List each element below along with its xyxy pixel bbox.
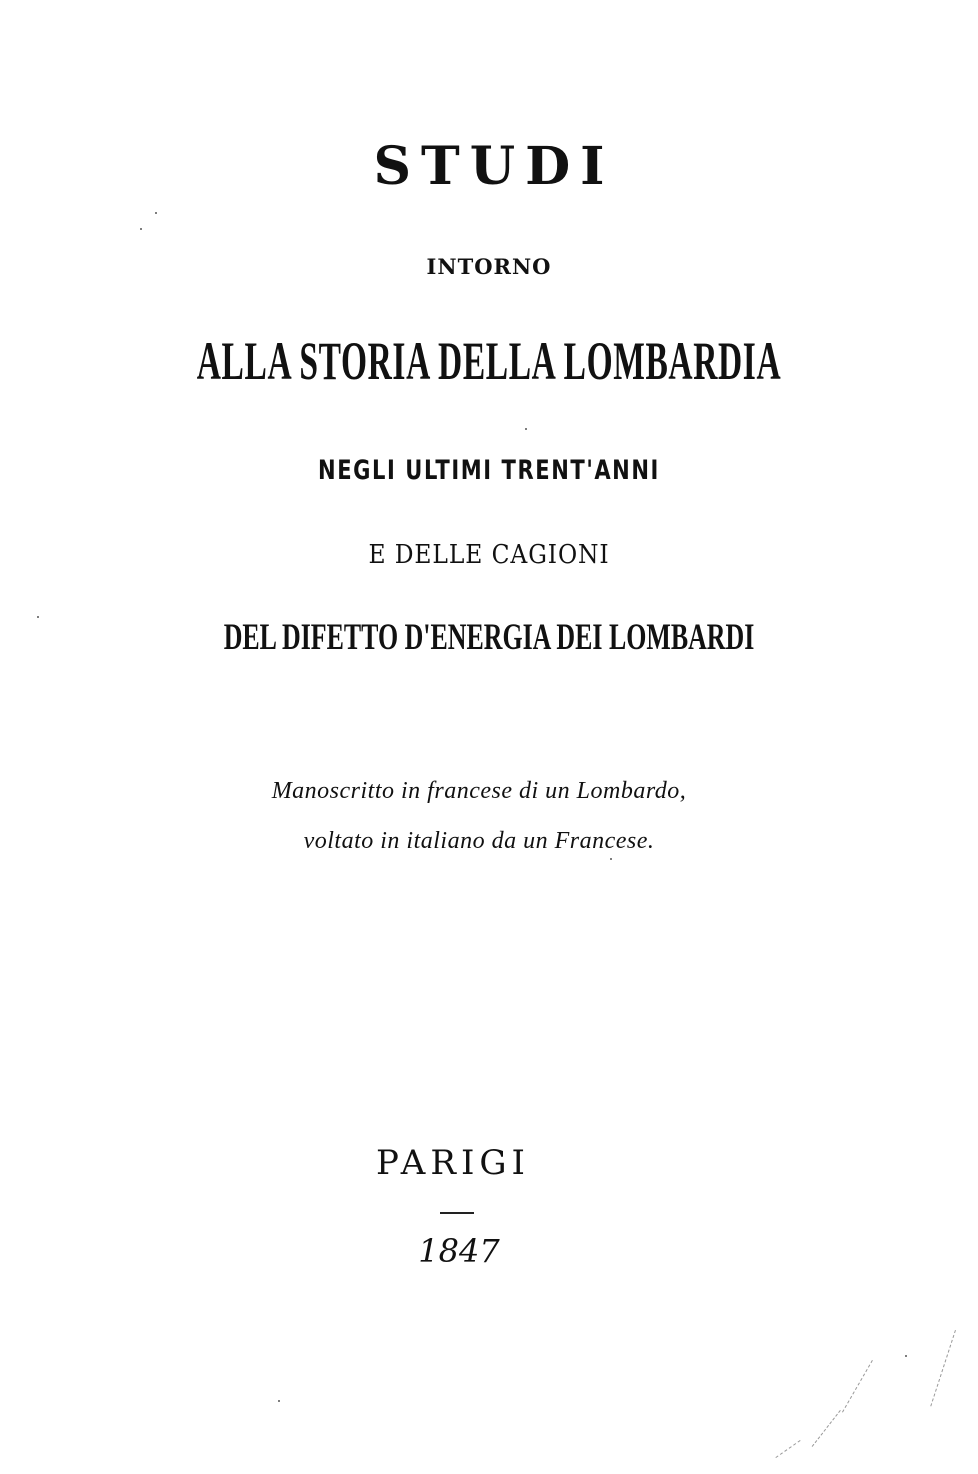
scan-speck xyxy=(278,1400,280,1402)
publication-year: 1847 xyxy=(418,1232,500,1270)
subtitle-period: NEGLI ULTIMI TRENT'ANNI xyxy=(318,455,660,486)
scan-speck xyxy=(905,1355,907,1357)
main-title: ALLA STORIA DELLA LOMBARDIA xyxy=(196,331,782,391)
translation-note-line-2: voltato in italiano da un Francese. xyxy=(303,828,655,854)
scan-speck xyxy=(37,616,39,618)
scan-scratch xyxy=(842,1360,873,1412)
title-connector: INTORNO xyxy=(426,254,552,279)
publication-place: PARIGI xyxy=(376,1143,530,1183)
translation-note-line-1: Manoscritto in francese di un Lombardo, xyxy=(271,778,687,804)
subtitle-causes: E DELLE CAGIONI xyxy=(368,540,610,570)
scan-scratch xyxy=(930,1330,956,1406)
separator-rule xyxy=(440,1212,474,1214)
book-title: STUDI xyxy=(373,136,615,197)
scan-speck xyxy=(155,212,157,214)
subtitle-energy: DEL DIFETTO D'ENERGIA DEI LOMBARDI xyxy=(223,617,755,658)
scan-speck xyxy=(140,228,142,230)
scan-speck xyxy=(525,428,527,430)
scan-speck xyxy=(610,858,612,860)
scan-scratch xyxy=(812,1410,841,1447)
scan-scratch xyxy=(775,1440,800,1458)
